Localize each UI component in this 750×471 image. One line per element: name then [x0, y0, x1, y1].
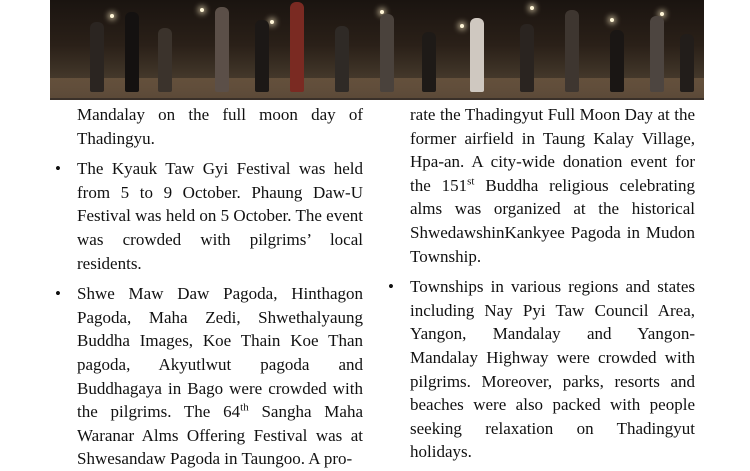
light-dot	[110, 14, 114, 18]
crowd-figure	[90, 22, 104, 92]
crowd-figure	[565, 10, 579, 92]
continued-text-after: Buddha religious celebrating alms was organized at the historical ShwedawshinKankyee Pagoda in Mudon Township.	[410, 175, 695, 266]
continued-paragraph	[410, 103, 695, 268]
bullet-marker: •	[55, 159, 61, 179]
list-item	[55, 282, 363, 471]
crowd-figure	[290, 2, 304, 92]
crowd-figure	[610, 30, 624, 92]
bullet-list-right	[388, 275, 695, 464]
continued-paragraph	[77, 103, 363, 150]
list-item-text: Shwe Maw Daw Pagoda, Hinthagon Pagoda, Maha Zedi, Shwethalyaung Buddha Images, Koe Thain Koe Than pagoda, Akyutlwut pagoda and Buddhagaya in Bago were crowded with the pilgrims. The 64	[77, 284, 363, 422]
light-dot	[610, 18, 614, 22]
right-column	[388, 103, 695, 464]
crowd-figure	[650, 16, 664, 92]
photo-border	[50, 98, 704, 100]
list-item-text: Townships in various regions and states including Nay Pyi Taw Council Area, Yangon, Mandalay and Yangon-Mandalay Highway were crowded with pilgrims. Moreover, parks, resorts and beaches were also packed with people seeking relaxation on Thadingyut holidays.	[410, 277, 695, 462]
light-dot	[200, 8, 204, 12]
crowd-figure	[380, 14, 394, 92]
continued-text: Mandalay on the full moon day of Thadingyu.	[77, 105, 363, 148]
crowd-figure	[335, 26, 349, 92]
crowd-figure	[215, 7, 229, 92]
crowd-figure	[255, 20, 269, 92]
ordinal-suffix: th	[240, 401, 249, 414]
light-dot	[660, 12, 664, 16]
crowd-figure	[125, 12, 139, 92]
list-item	[388, 275, 695, 464]
bullet-list-left	[55, 157, 363, 471]
list-item-text: The Kyauk Taw Gyi Festival was held from 5 to 9 October. Phaung Daw-U Festival was held on 5 October. The event was crowded with pilgrims’ local residents.	[77, 159, 363, 273]
crowd-figure	[470, 18, 484, 92]
bullet-marker: •	[388, 277, 394, 297]
left-column	[55, 103, 363, 471]
list-item-text-continued: Sangha Maha Waranar Alms Offering Festival was at Shwesandaw Pagoda in Taungoo. A pro-	[77, 402, 363, 469]
crowd-figure	[520, 24, 534, 92]
crowd-figure	[422, 32, 436, 92]
continued-text: rate the Thadingyut Full Moon Day at the former airfield in Taung Kalay Village, Hpa-an. A city-wide donation event for the 151	[410, 105, 695, 195]
ordinal-suffix: st	[467, 175, 475, 188]
crowd-figure	[158, 28, 172, 92]
festival-crowd-photo	[50, 0, 704, 100]
light-dot	[530, 6, 534, 10]
bullet-marker: •	[55, 284, 61, 304]
light-dot	[270, 20, 274, 24]
list-item	[55, 157, 363, 275]
plaza-ground	[50, 78, 704, 100]
light-dot	[460, 24, 464, 28]
crowd-figure	[680, 34, 694, 92]
